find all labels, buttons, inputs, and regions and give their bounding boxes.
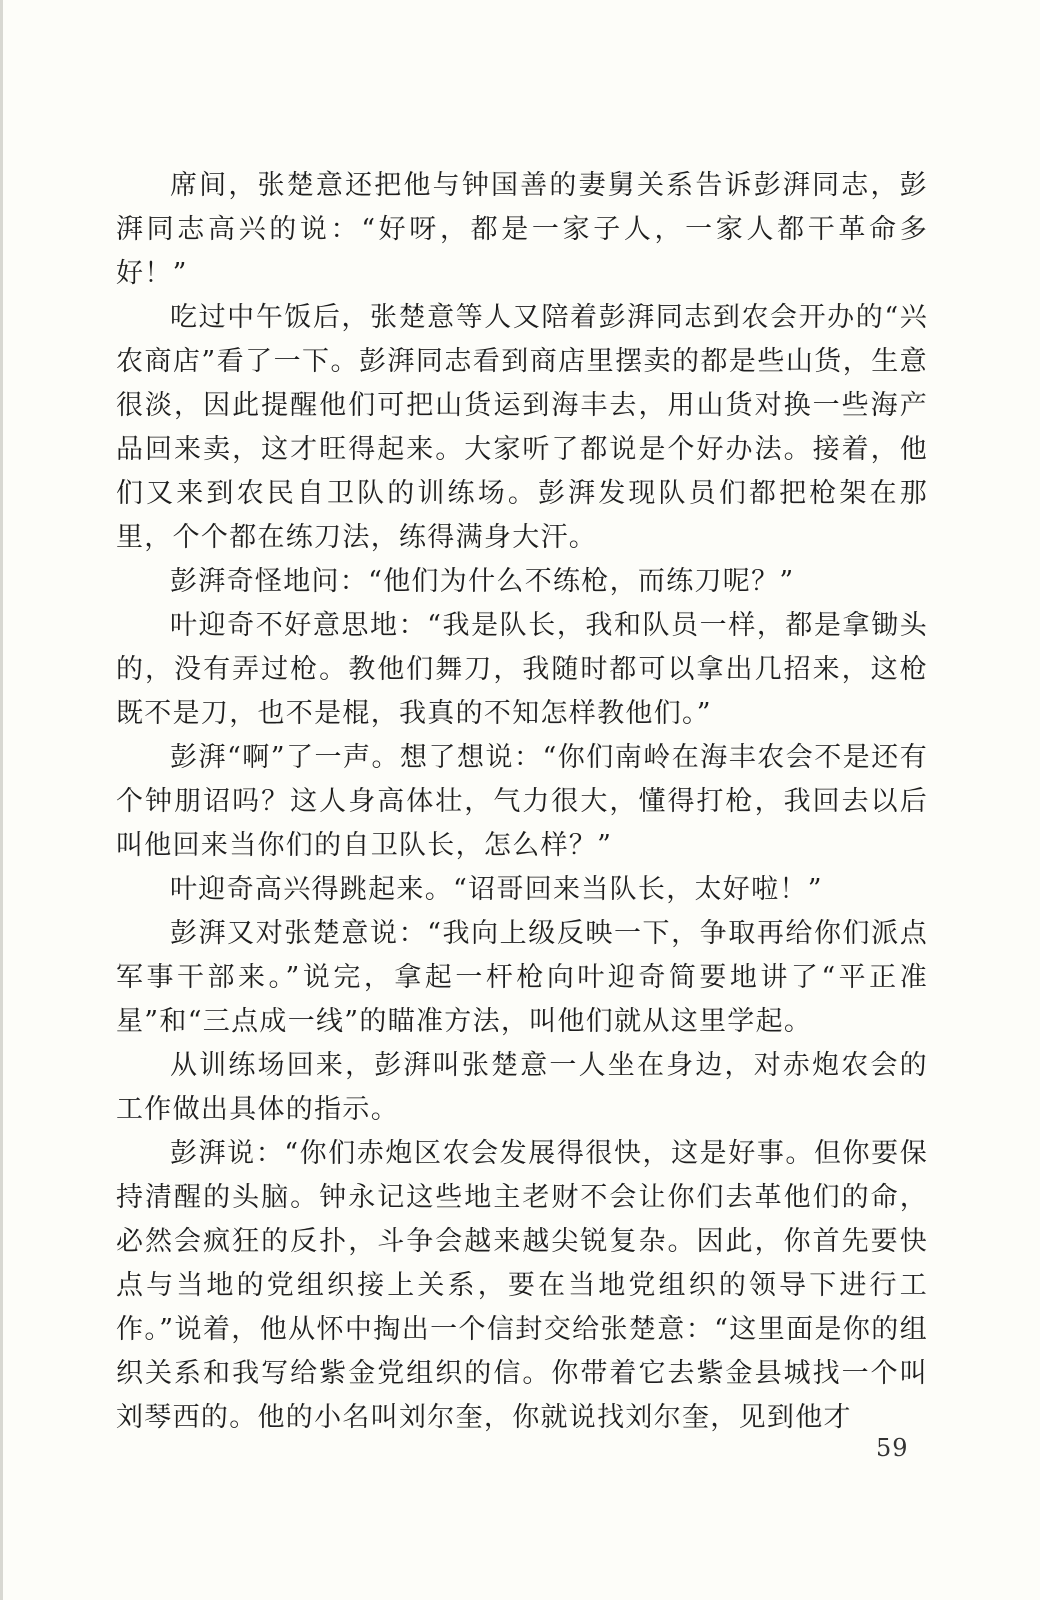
paragraph: 叶迎奇高兴得跳起来。“诏哥回来当队长，太好啦！” — [170, 874, 823, 905]
page-edge — [0, 0, 3, 1600]
paragraph: 彭湃“啊”了一声。想了想说：“你们南岭在海丰农会不是还有个钟朋诏吗？这人身高体壮，气力很大，懂得打枪，我回去以后叫他回来当你们的自卫队长，怎么样？” — [116, 742, 928, 861]
paragraph: 席间，张楚意还把他与钟国善的妻舅关系告诉彭湃同志，彭湃同志高兴的说：“好呀，都是一家子人，一家人都干革命多好！” — [116, 170, 928, 289]
paragraph: 彭湃奇怪地问：“他们为什么不练枪，而练刀呢？” — [170, 566, 795, 597]
paragraph: 彭湃又对张楚意说：“我向上级反映一下，争取再给你们派点军事干部来。”说完，拿起一杆枪向叶迎奇简要地讲了“平正准星”和“三点成一线”的瞄准方法，叫他们就从这里学起。 — [116, 918, 928, 1037]
paragraph: 从训练场回来，彭湃叫张楚意一人坐在身边，对赤炮农会的工作做出具体的指示。 — [116, 1050, 928, 1125]
paragraph: 彭湃说：“你们赤炮区农会发展得很快，这是好事。但你要保持清醒的头脑。钟永记这些地主老财不会让你们去革他们的命，必然会疯狂的反扑，斗争会越来越尖锐复杂。因此，你首先要快点与当地的党组织接上关系，要在当地党组织的领导下进行工作。”说着，他从怀中掏出一个信封交给张楚意：“这里面是你的组织关系和我写给紫金党组织的信。你带着它去紫金县城找一个叫刘琴西的。他的小名叫刘尔奎，你就说找刘尔奎，见到他才 — [116, 1138, 928, 1433]
paragraph: 叶迎奇不好意思地：“我是队长，我和队员一样，都是拿锄头的，没有弄过枪。教他们舞刀，我随时都可以拿出几招来，这枪既不是刀，也不是棍，我真的不知怎样教他们。” — [116, 610, 928, 729]
body-text — [116, 164, 928, 1440]
paragraph: 吃过中午饭后，张楚意等人又陪着彭湃同志到农会开办的“兴农商店”看了一下。彭湃同志看到商店里摆卖的都是些山货，生意很淡，因此提醒他们可把山货运到海丰去，用山货对换一些海产品回来卖，这才旺得起来。大家听了都说是个好办法。接着，他们又来到农民自卫队的训练场。彭湃发现队员们都把枪架在那里，个个都在练刀法，练得满身大汗。 — [116, 302, 928, 553]
page-number: 59 — [876, 1434, 909, 1462]
